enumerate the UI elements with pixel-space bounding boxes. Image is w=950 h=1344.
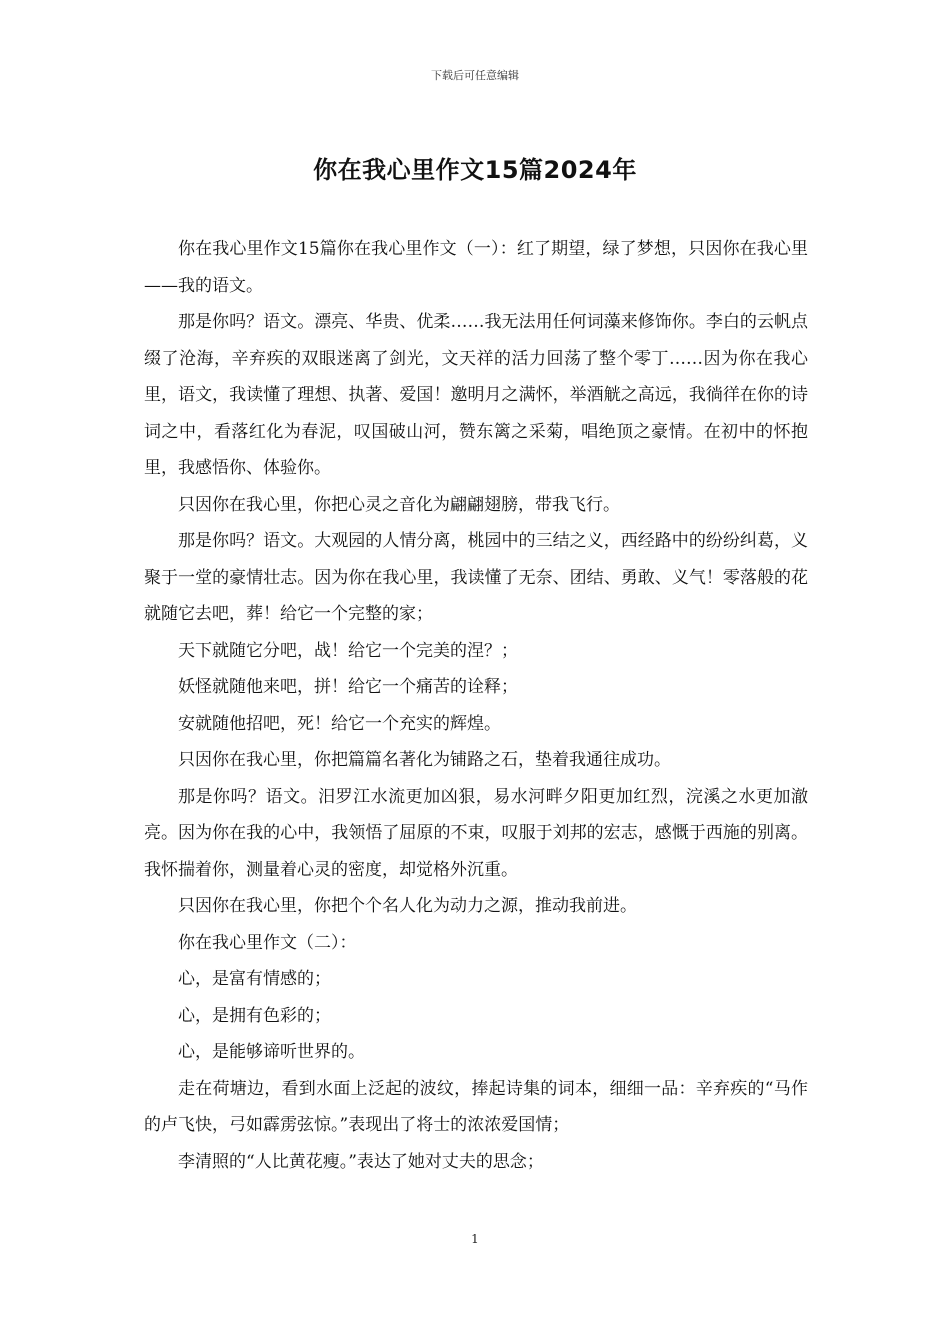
paragraph: 心，是富有情感的；: [178, 969, 331, 989]
paragraph: 安就随他招吧，死！给它一个充实的辉煌。: [178, 713, 501, 734]
paragraph: 只因你在我心里，你把个个名人化为动力之源，推动我前进。: [178, 896, 637, 916]
document-body: [144, 231, 808, 1180]
paragraph: 只因你在我心里，你把心灵之音化为翩翩翅膀，带我飞行。: [178, 494, 620, 515]
paragraph: 李清照的“人比黄花瘦。”表达了她对丈夫的思念；: [178, 1151, 544, 1172]
page-header: 下载后可任意编辑: [431, 69, 519, 82]
page-number: 1: [471, 1232, 479, 1246]
document-title: 你在我心里作文15篇2024年: [313, 156, 637, 184]
paragraph: 你在我心里作文15篇你在我心里作文（一）：红了期望，绿了梦想，只因你在我心里——我的语文。: [144, 239, 808, 296]
paragraph: 心，是拥有色彩的；: [178, 1005, 331, 1026]
paragraph: 你在我心里作文（二）：: [178, 932, 357, 953]
paragraph: 心，是能够谛听世界的。: [178, 1042, 365, 1062]
paragraph: 那是你吗？语文。汨罗江水流更加凶狠，易水河畔夕阳更加红烈，浣溪之水更加澈亮。因为你在我的心中，我领悟了屈原的不束，叹服于刘邦的宏志，感慨于西施的别离。我怀揣着你，测量着心灵的密度，却觉格外沉重。: [144, 786, 808, 880]
paragraph: 只因你在我心里，你把篇篇名著化为铺路之石，垫着我通往成功。: [178, 750, 671, 770]
paragraph: 天下就随它分吧，战！给它一个完美的涅？；: [178, 640, 518, 661]
paragraph: 妖怪就随他来吧，拼！给它一个痛苦的诠释；: [178, 677, 518, 697]
paragraph: 那是你吗？语文。大观园的人情分离，桃园中的三结之义，西经路中的纷纷纠葛，义聚于一堂的豪情壮志。因为你在我心里，我读懂了无奈、团结、勇敢、义气！零落般的花就随它去吧，葬！给它一个完整的家；: [144, 531, 808, 624]
paragraph: 那是你吗？语文。漂亮、华贵、优柔……我无法用任何词藻来修饰你。李白的云帆点缀了沧海，辛弃疾的双眼迷离了剑光，文天祥的活力回荡了整个零丁……因为你在我心里，语文，我读懂了理想、执著、爱国！邀明月之满怀，举酒觥之高远，我徜徉在你的诗词之中，看落红化为春泥，叹国破山河，赞东篱之采菊，唱绝顶之豪情。在初中的怀抱里，我感悟你、体验你。: [144, 312, 808, 478]
paragraph: 走在荷塘边，看到水面上泛起的波纹，捧起诗集的词本，细细一品：辛弃疾的“马作的卢飞快，弓如霹雳弦惊。”表现出了将士的浓浓爱国情；: [144, 1078, 808, 1135]
